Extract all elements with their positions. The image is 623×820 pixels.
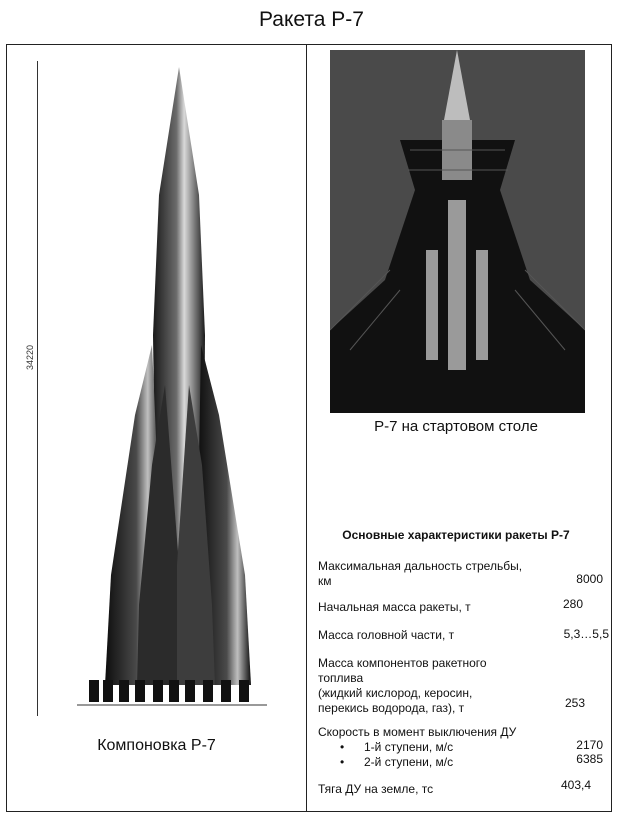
spec-label: Масса головной части, т (318, 628, 455, 642)
stage2-label: 2-й ступени, м/с (364, 755, 454, 769)
page-title: Ракета Р-7 (259, 8, 364, 31)
photo-caption: Р-7 на стартовом столе (374, 418, 538, 435)
spec-value: 5,3…5,5 (563, 627, 609, 641)
spec-row-launch-mass (318, 597, 603, 616)
spec-label: Начальная масса ракеты, т (318, 600, 471, 614)
spec-value: 253 (564, 696, 585, 710)
spec-row-cutoff-speed (318, 725, 603, 771)
bullet-icon: • (340, 740, 345, 754)
spec-label: Скорость в момент выключения ДУ (318, 725, 517, 739)
rocket-layout-panel (7, 45, 306, 811)
height-dimension-label: 34220 (25, 344, 35, 370)
spec-value: 280 (562, 597, 583, 611)
spec-row-propellant-mass (318, 656, 603, 716)
bullet-icon: • (340, 755, 345, 769)
spec-value: 8000 (576, 572, 603, 586)
stage2-value: 6385 (576, 752, 603, 766)
spec-value: 403,4 (560, 778, 591, 792)
stage1-label: 1-й ступени, м/с (364, 740, 454, 754)
rocket-layout-drawing (7, 45, 306, 725)
spec-row-range (318, 559, 603, 591)
spec-row-warhead-mass (318, 627, 609, 644)
stage1-value: 2170 (576, 738, 603, 752)
spec-row-thrust (318, 778, 603, 798)
layout-caption: Компоновка Р-7 (97, 737, 216, 754)
spec-label: Тяга ДУ на земле, тс (318, 782, 434, 796)
launch-pad-photo (330, 50, 585, 413)
specs-title: Основные характеристики ракеты Р-7 (342, 528, 570, 542)
spec-label: Масса компонентов ракетного топлива (жидкий кислород, керосин, перекись водорода, газ), т (318, 656, 487, 715)
spec-label: Максимальная дальность стрельбы, км (318, 559, 523, 588)
